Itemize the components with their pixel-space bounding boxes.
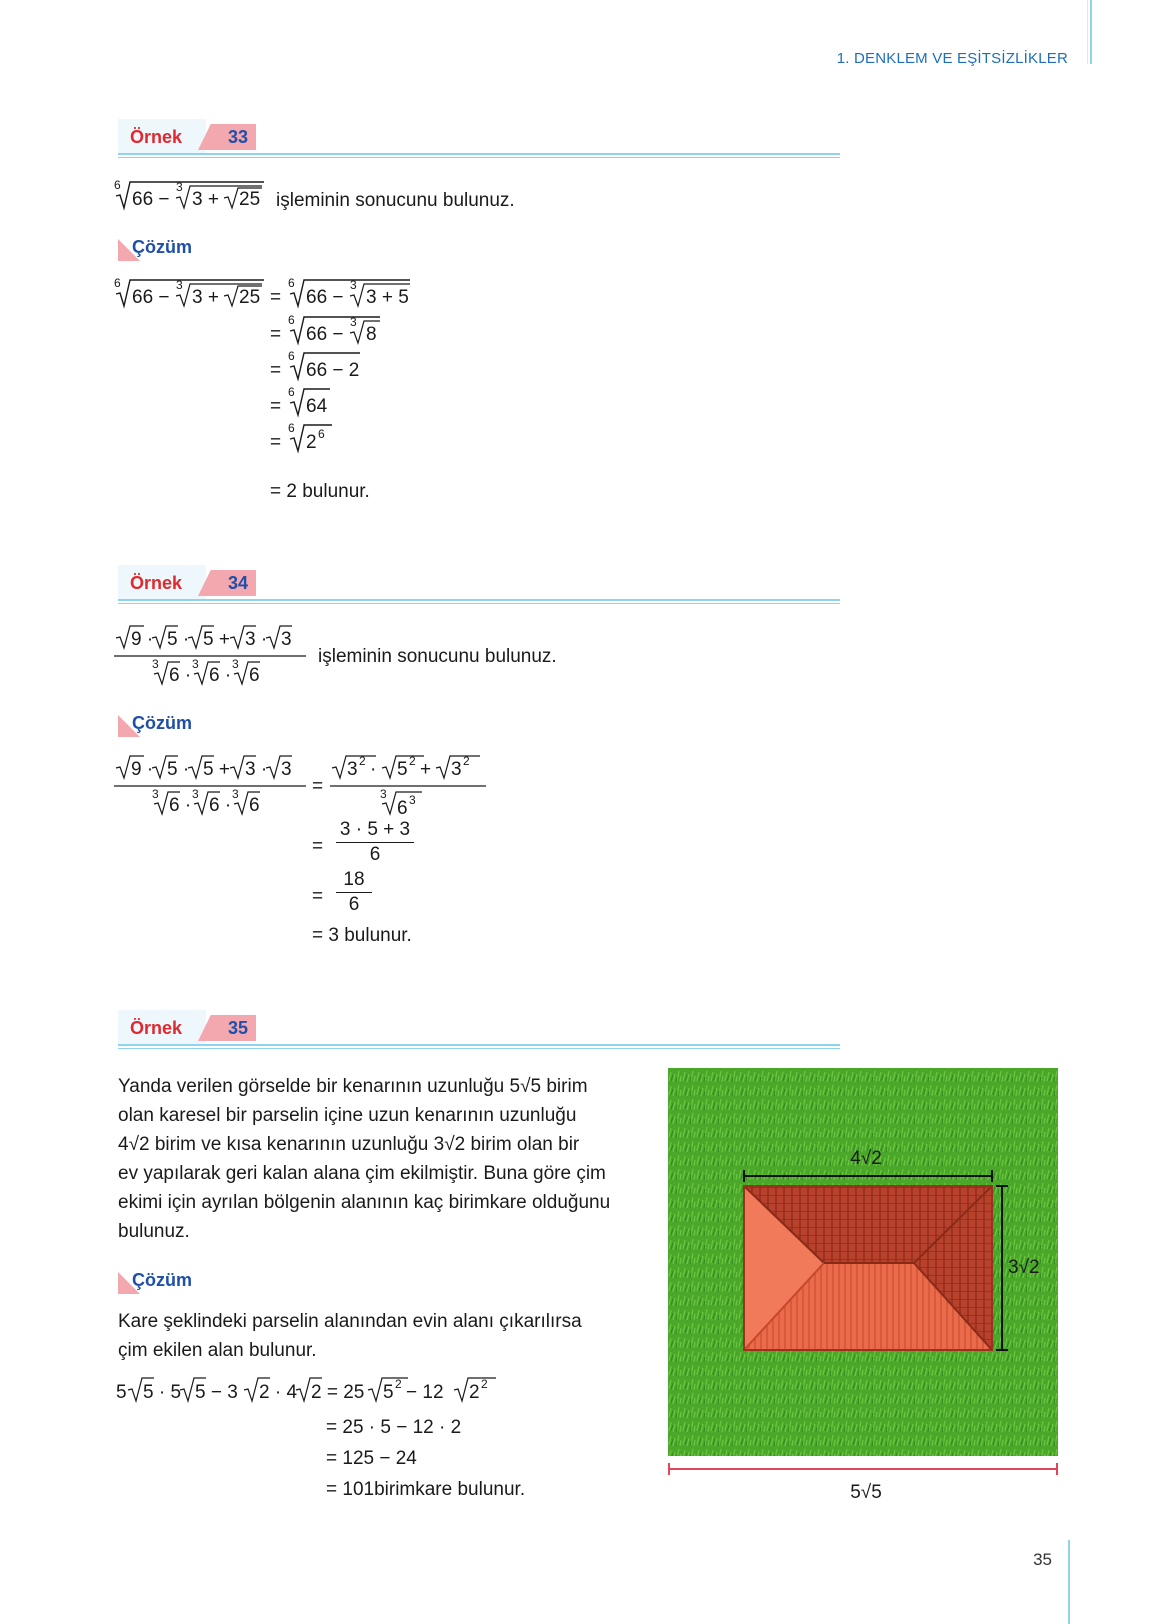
top-dimension-label: 4√2: [850, 1148, 882, 1169]
svg-text:3: 3: [176, 180, 183, 194]
svg-text:5 +: 5 +: [203, 629, 230, 650]
denominator: 6: [369, 844, 381, 865]
svg-text:3 +: 3 +: [192, 189, 219, 210]
example-34-header: [118, 565, 840, 605]
example-35-result: = 101birimkare bulunur.: [326, 1479, 526, 1500]
svg-text:3: 3: [281, 759, 292, 780]
solution-line: çim ekilen alan bulunur.: [118, 1340, 317, 1361]
svg-text:3: 3: [152, 657, 159, 671]
svg-text:8: 8: [366, 324, 377, 345]
bottom-dimension-line: [668, 1462, 1060, 1476]
equals-sign: =: [312, 836, 324, 857]
example-label: Örnek: [130, 127, 183, 147]
svg-text:2 = 25: 2 = 25: [311, 1382, 365, 1403]
question-line: 4√2 birim ve kısa kenarının uzunluğu 3√2 birim olan bir: [118, 1134, 580, 1155]
svg-text:9 ·: 9 ·: [131, 629, 154, 650]
svg-text:2: 2: [306, 432, 317, 453]
svg-text:6: 6: [288, 421, 295, 435]
svg-text:5 ·: 5 ·: [167, 759, 190, 780]
question-line: bulunuz.: [118, 1221, 190, 1242]
svg-text:6: 6: [288, 276, 295, 290]
svg-text:3: 3: [350, 315, 357, 329]
svg-text:2: 2: [409, 754, 416, 768]
svg-text:2: 2: [395, 1377, 402, 1391]
svg-text:5: 5: [397, 759, 408, 780]
svg-text:3: 3: [152, 787, 159, 801]
example-number: 33: [228, 127, 249, 147]
question-line: ekimi için ayrılan bölgenin alanının kaç birimkare olduğunu: [118, 1192, 611, 1213]
svg-text:3 ·: 3 ·: [245, 759, 268, 780]
svg-text:3: 3: [192, 787, 199, 801]
svg-text:3: 3: [451, 759, 462, 780]
svg-text:5 · 5: 5 · 5: [143, 1382, 182, 1403]
example-35-step3: = 125 − 24: [326, 1448, 417, 1469]
svg-text:=: =: [312, 776, 324, 797]
svg-text:3: 3: [232, 657, 239, 671]
example-number: 35: [228, 1018, 249, 1038]
svg-text:3: 3: [380, 787, 387, 801]
example-34-solution-line1: [114, 754, 494, 824]
svg-text:66 −: 66 −: [132, 189, 170, 210]
denominator: 6: [348, 894, 360, 915]
example-33-question: işleminin sonucunu bulunuz.: [276, 190, 515, 211]
svg-text:5: 5: [116, 1382, 127, 1403]
example-35-solution-line1: [114, 1374, 514, 1408]
bottom-dimension-label: 5√5: [850, 1482, 882, 1503]
example-35-step2: = 25 · 5 − 12 · 2: [326, 1417, 462, 1438]
svg-text:3: 3: [232, 787, 239, 801]
svg-text:3 + 5: 3 + 5: [366, 287, 409, 308]
svg-text:6: 6: [288, 313, 295, 327]
svg-text:6 ·: 6 ·: [169, 795, 192, 816]
svg-text:5 +: 5 +: [203, 759, 230, 780]
svg-text:3: 3: [350, 278, 357, 292]
solution-label: Çözüm: [132, 1270, 192, 1290]
svg-text:5 ·: 5 ·: [167, 629, 190, 650]
svg-text:6 ·: 6 ·: [209, 665, 232, 686]
example-33-header: [118, 119, 840, 159]
svg-text:2: 2: [481, 1377, 488, 1391]
svg-text:6 ·: 6 ·: [209, 795, 232, 816]
example-33-expression: [114, 178, 274, 214]
chapter-title: 1. DENKLEM VE EŞİTSİZLİKLER: [836, 50, 1068, 67]
svg-text:66 −: 66 −: [132, 287, 170, 308]
svg-text:25: 25: [239, 287, 261, 308]
svg-text:6: 6: [288, 349, 295, 363]
question-line: Yanda verilen görselde bir kenarının uzunluğu 5√5 birim: [118, 1076, 588, 1097]
example-34-result: = 3 bulunur.: [312, 925, 412, 946]
example-35-question: [118, 1072, 648, 1246]
numerator: 3 · 5 + 3: [336, 818, 414, 843]
svg-text:3: 3: [192, 657, 199, 671]
parcel-figure: [668, 1068, 1058, 1456]
svg-text:6: 6: [288, 385, 295, 399]
example-number: 34: [228, 573, 249, 593]
svg-text:3 ·: 3 ·: [245, 629, 268, 650]
solution-label: Çözüm: [132, 713, 192, 733]
example-label: Örnek: [130, 573, 183, 593]
example-33-result: = 2 bulunur.: [270, 481, 370, 502]
svg-text:6: 6: [114, 178, 121, 192]
svg-text:·: ·: [370, 759, 377, 780]
equals-sign: =: [312, 886, 324, 907]
svg-text:3 +: 3 +: [192, 287, 219, 308]
svg-text:− 12: − 12: [406, 1382, 444, 1403]
solution-line: Kare şeklindeki parselin alanından evin alanı çıkarılırsa: [118, 1311, 582, 1332]
svg-text:=: =: [270, 396, 282, 417]
svg-text:6: 6: [114, 276, 121, 290]
svg-text:+: +: [420, 759, 432, 780]
example-34-expression: [114, 624, 314, 688]
solution-label: Çözüm: [132, 237, 192, 257]
svg-text:6: 6: [318, 427, 325, 441]
svg-text:=: =: [270, 287, 282, 308]
numerator: 18: [336, 868, 372, 893]
page-number: 35: [1033, 1550, 1052, 1569]
svg-text:=: =: [270, 324, 282, 345]
example-label: Örnek: [130, 1018, 183, 1038]
svg-text:2: 2: [463, 754, 470, 768]
svg-text:64: 64: [306, 396, 328, 417]
example-33-solution: [114, 276, 434, 496]
svg-text:=: =: [270, 360, 282, 381]
svg-text:6: 6: [249, 795, 260, 816]
house-roof: [744, 1186, 992, 1350]
question-line: ev yapılarak geri kalan alana çim ekilmiştir. Buna göre çim: [118, 1163, 606, 1184]
fraction-step2: [336, 818, 414, 867]
svg-text:66 −: 66 −: [306, 287, 344, 308]
svg-text:3: 3: [281, 629, 292, 650]
svg-text:6: 6: [249, 665, 260, 686]
svg-text:9 ·: 9 ·: [131, 759, 154, 780]
svg-text:3: 3: [347, 759, 358, 780]
example-35-header: [118, 1010, 840, 1050]
example-34-question: işleminin sonucunu bulunuz.: [318, 646, 557, 667]
example-35-solution-text: [118, 1307, 648, 1365]
svg-text:5 − 3: 5 − 3: [195, 1382, 238, 1403]
svg-text:2 · 4: 2 · 4: [259, 1382, 298, 1403]
svg-text:5: 5: [383, 1382, 394, 1403]
svg-text:3: 3: [176, 278, 183, 292]
svg-text:2: 2: [359, 754, 366, 768]
svg-text:2: 2: [469, 1382, 480, 1403]
svg-text:6: 6: [397, 798, 408, 819]
fraction-step3: [336, 868, 372, 917]
svg-text:25: 25: [239, 189, 261, 210]
svg-text:3: 3: [409, 793, 416, 807]
svg-text:=: =: [270, 432, 282, 453]
right-dimension-label: 3√2: [1008, 1257, 1040, 1278]
svg-text:6 ·: 6 ·: [169, 665, 192, 686]
svg-text:66 −: 66 −: [306, 324, 344, 345]
svg-text:66 − 2: 66 − 2: [306, 360, 360, 381]
question-line: olan karesel bir parselin içine uzun kenarının uzunluğu: [118, 1105, 577, 1126]
